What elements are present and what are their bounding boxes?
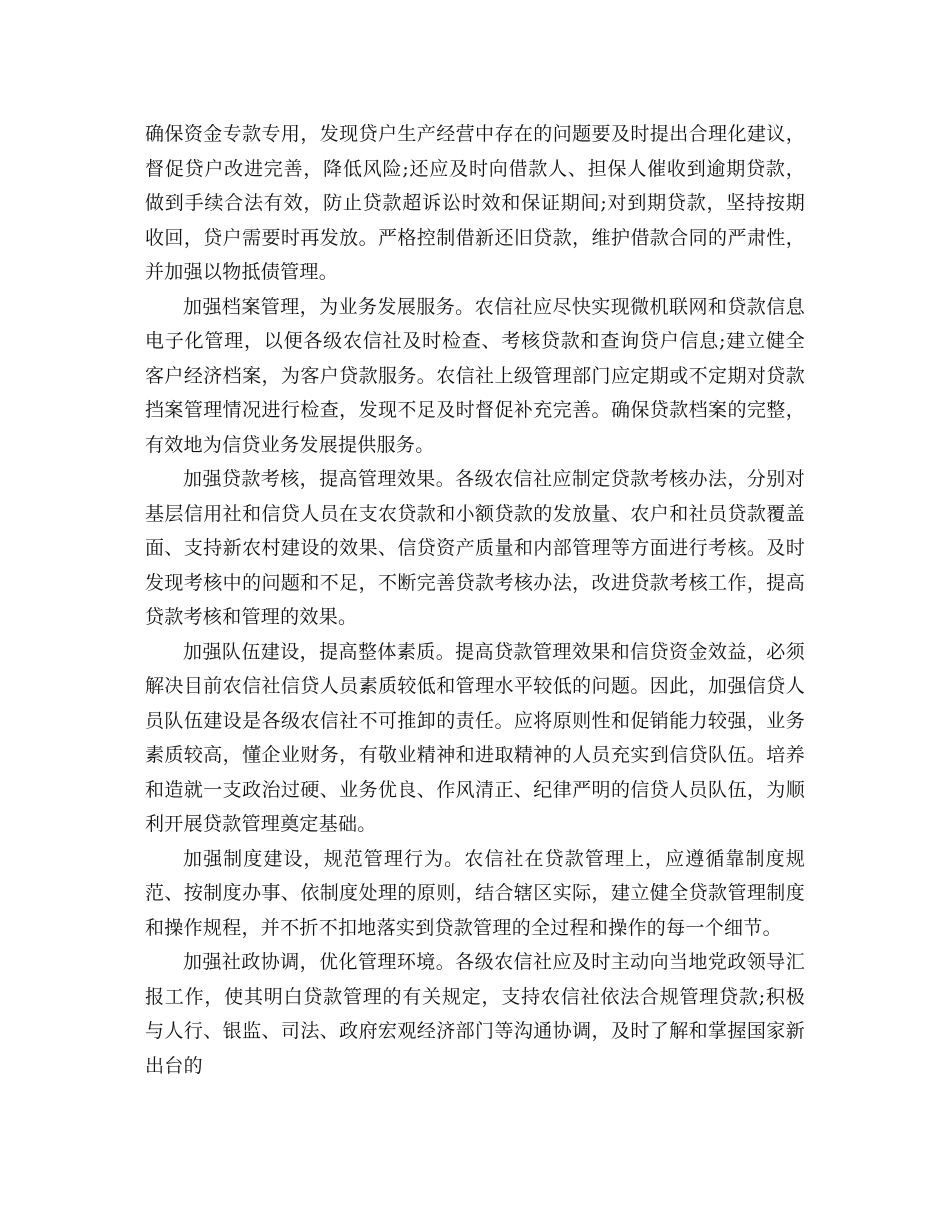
paragraph-team-building: 加强队伍建设，提高整体素质。提高贷款管理效果和信贷资金效益，必须解决目前农信社信贷人员素质较低和管理水平较低的问题。因此，加强信贷人员队伍建设是各级农信社不可推卸的责任。应将原则性和促销能力较强，业务素质较高，懂企业财务，有敬业精神和进取精神的人员充实到信贷队伍。培养和造就一支政治过硬、业务优良、作风清正、纪律严明的信贷人员队伍，为顺利开展贷款管理奠定基础。	[145, 640, 805, 835]
paragraph-loan-assessment: 加强贷款考核，提高管理效果。各级农信社应制定贷款考核办法，分别对基层信用社和信贷人员在支农贷款和小额贷款的发放量、农户和社员贷款覆盖面、支持新农村建设的效果、信贷资产质量和内部管理等方面进行考核。及时发现考核中的问题和不足，不断完善贷款考核办法，改进贷款考核工作，提高贷款考核和管理的效果。	[145, 468, 805, 628]
paragraph-loan-recovery: 确保资金专款专用，发现贷户生产经营中存在的问题要及时提出合理化建议，督促贷户改进完善，降低风险;还应及时向借款人、担保人催收到逾期贷款，做到手续合法有效，防止贷款超诉讼时效和保证期间;对到期贷款，坚持按期收回，贷户需要时再发放。严格控制借新还旧贷款，维护借款合同的严肃性，并加强以物抵债管理。	[145, 123, 805, 283]
paragraph-system-building: 加强制度建设，规范管理行为。农信社在贷款管理上，应遵循靠制度规范、按制度办事、依制度处理的原则，结合辖区实际，建立健全贷款管理制度和操作规程，并不折不扣地落实到贷款管理的全过程和操作的每一个细节。	[145, 847, 805, 939]
paragraph-archive-management: 加强档案管理，为业务发展服务。农信社应尽快实现微机联网和贷款信息电子化管理，以便各级农信社及时检查、考核贷款和查询贷户信息;建立健全客户经济档案，为客户贷款服务。农信社上级管理部门应定期或不定期对贷款挡案管理情况进行检查，发现不足及时督促补充完善。确保贷款档案的完整，有效地为信贷业务发展提供服务。	[145, 295, 805, 456]
paragraph-coordination: 加强社政协调，优化管理环境。各级农信社应及时主动向当地党政领导汇报工作，使其明白贷款管理的有关规定，支持农信社依法合规管理贷款;积极与人行、银监、司法、政府宏观经济部门等沟通协调，及时了解和掌握国家新出台的	[145, 951, 805, 1077]
document-body	[145, 117, 805, 1083]
